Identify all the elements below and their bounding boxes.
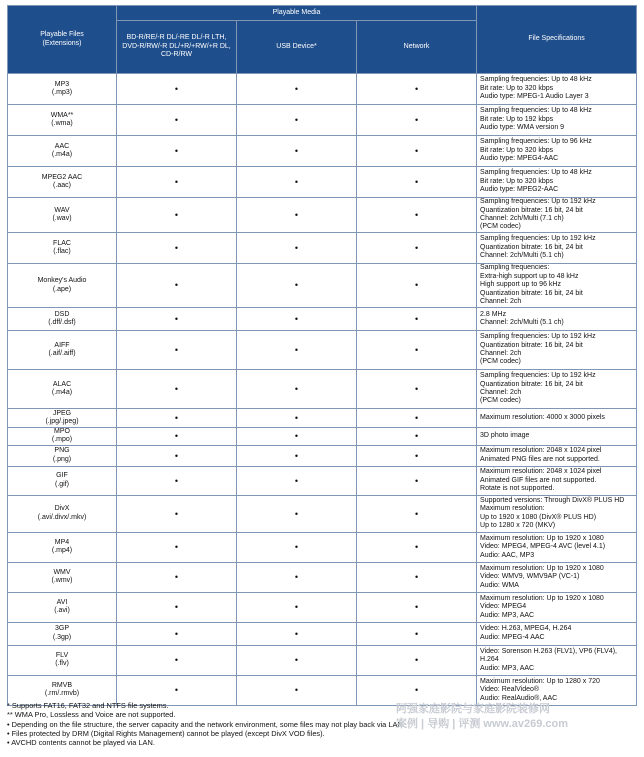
footnote: • AVCHD contents cannot be played via LAN. xyxy=(7,738,155,748)
usb-support-mark: • xyxy=(237,331,357,370)
file-type-cell: JPEG (.jpg/.jpeg) xyxy=(8,409,117,428)
file-spec-cell: Maximum resolution: 2048 x 1024 pixel Animated GIF files are not supported. Rotate is not supported. xyxy=(477,466,637,495)
file-spec-cell: Sampling frequencies: Up to 48 kHz Bit rate: Up to 320 kbps Audio type: MPEG-1 Audio Layer 3 xyxy=(477,74,637,105)
network-support-mark: • xyxy=(357,675,477,705)
network-support-mark: • xyxy=(357,370,477,409)
file-type-cell: DivX (.avi/.divx/.mkv) xyxy=(8,495,117,532)
disc-support-mark: • xyxy=(117,331,237,370)
file-type-cell: AAC (.m4a) xyxy=(8,136,117,167)
file-type-cell: AIFF (.aif/.aiff) xyxy=(8,331,117,370)
usb-support-mark: • xyxy=(237,264,357,308)
usb-support-mark: • xyxy=(237,445,357,466)
disc-support-mark: • xyxy=(117,105,237,136)
file-type-cell: AVI (.avi) xyxy=(8,592,117,622)
file-type-cell: MP4 (.mp4) xyxy=(8,532,117,562)
table-row xyxy=(8,136,637,167)
usb-support-mark: • xyxy=(237,428,357,446)
disc-support-mark: • xyxy=(117,466,237,495)
network-support-mark: • xyxy=(357,198,477,233)
table-row xyxy=(8,622,637,645)
footnote: • Files protected by DRM (Digital Rights Management) cannot be played (except DivX VOD files). xyxy=(7,728,325,738)
usb-support-mark: • xyxy=(237,167,357,198)
table-row xyxy=(8,495,637,532)
usb-support-mark: • xyxy=(237,233,357,264)
network-support-mark: • xyxy=(357,105,477,136)
disc-support-mark: • xyxy=(117,495,237,532)
usb-support-mark: • xyxy=(237,675,357,705)
file-spec-cell: Maximum resolution: Up to 1920 x 1080 Video: MPEG4, MPEG-4 AVC (level 4.1) Audio: AAC, MP3 xyxy=(477,532,637,562)
disc-support-mark: • xyxy=(117,233,237,264)
table-row xyxy=(8,167,637,198)
table-row xyxy=(8,562,637,592)
file-type-cell: Monkey's Audio (.ape) xyxy=(8,264,117,308)
table-row xyxy=(8,308,637,331)
file-type-cell: MPEG2 AAC (.aac) xyxy=(8,167,117,198)
header-playable-files: Playable Files (Extensions) xyxy=(8,6,117,74)
table-row xyxy=(8,409,637,428)
table-row xyxy=(8,445,637,466)
file-spec-cell: 3D photo image xyxy=(477,428,637,446)
file-type-cell: MPO (.mpo) xyxy=(8,428,117,446)
file-spec-cell: Video: H.263, MPEG4, H.264 Audio: MPEG-4 AAC xyxy=(477,622,637,645)
network-support-mark: • xyxy=(357,308,477,331)
footnote: * Supports FAT16, FAT32 and NTFS file systems. xyxy=(7,701,169,710)
table-row xyxy=(8,428,637,446)
usb-support-mark: • xyxy=(237,466,357,495)
disc-support-mark: • xyxy=(117,308,237,331)
file-spec-cell: 2.8 MHz Channel: 2ch/Multi (5.1 ch) xyxy=(477,308,637,331)
header-usb-device: USB Device* xyxy=(237,21,357,74)
network-support-mark: • xyxy=(357,428,477,446)
table-row xyxy=(8,74,637,105)
table-row xyxy=(8,532,637,562)
disc-support-mark: • xyxy=(117,167,237,198)
usb-support-mark: • xyxy=(237,136,357,167)
disc-support-mark: • xyxy=(117,136,237,167)
disc-support-mark: • xyxy=(117,264,237,308)
file-spec-cell: Maximum resolution: 2048 x 1024 pixel Animated PNG files are not supported. xyxy=(477,445,637,466)
table-row xyxy=(8,331,637,370)
usb-support-mark: • xyxy=(237,74,357,105)
file-spec-cell: Supported versions: Through DivX® PLUS HD Maximum resolution: Up to 1920 x 1080 (DivX® PLUS HD) Up to 1280 x 720 (MKV) xyxy=(477,495,637,532)
file-type-cell: PNG (.png) xyxy=(8,445,117,466)
table-row xyxy=(8,466,637,495)
watermark-line-1: 阿强家庭影院与家庭影院装修网 xyxy=(396,703,550,715)
file-type-cell: FLAC (.flac) xyxy=(8,233,117,264)
disc-support-mark: • xyxy=(117,198,237,233)
table-row xyxy=(8,645,637,675)
table-row xyxy=(8,198,637,233)
file-spec-cell: Sampling frequencies: Up to 48 kHz Bit rate: Up to 192 kbps Audio type: WMA version 9 xyxy=(477,105,637,136)
footnote: • Depending on the file structure, the server capacity and the network environment, some files may not play back via LAN. xyxy=(7,719,405,729)
usb-support-mark: • xyxy=(237,198,357,233)
usb-support-mark: • xyxy=(237,308,357,331)
file-type-cell: MP3 (.mp3) xyxy=(8,74,117,105)
network-support-mark: • xyxy=(357,592,477,622)
file-type-cell: RMVB (.rm/.rmvb) xyxy=(8,675,117,705)
usb-support-mark: • xyxy=(237,105,357,136)
disc-support-mark: • xyxy=(117,74,237,105)
formats-table xyxy=(7,5,637,706)
usb-support-mark: • xyxy=(237,370,357,409)
header-disc: BD-R/RE/-R DL/-RE DL/-R LTH, DVD-R/RW/-R DL/+R/+RW/+R DL, CD-R/RW xyxy=(117,21,237,74)
file-spec-cell: Sampling frequencies: Up to 48 kHz Bit rate: Up to 320 kbps Audio type: MPEG2-AAC xyxy=(477,167,637,198)
disc-support-mark: • xyxy=(117,592,237,622)
table-row xyxy=(8,233,637,264)
network-support-mark: • xyxy=(357,331,477,370)
usb-support-mark: • xyxy=(237,622,357,645)
file-spec-cell: Sampling frequencies: Up to 192 kHz Quantization bitrate: 16 bit, 24 bit Channel: 2ch (PCM codec) xyxy=(477,331,637,370)
file-spec-cell: Sampling frequencies: Up to 192 kHz Quantization bitrate: 16 bit, 24 bit Channel: 2ch (PCM codec) xyxy=(477,370,637,409)
footnote: ** WMA Pro, Lossless and Voice are not supported. xyxy=(7,710,176,720)
disc-support-mark: • xyxy=(117,675,237,705)
header-file-specifications: File Specifications xyxy=(477,6,637,74)
network-support-mark: • xyxy=(357,136,477,167)
network-support-mark: • xyxy=(357,495,477,532)
file-type-cell: DSD (.dff/.dsf) xyxy=(8,308,117,331)
disc-support-mark: • xyxy=(117,409,237,428)
disc-support-mark: • xyxy=(117,445,237,466)
file-type-cell: GIF (.gif) xyxy=(8,466,117,495)
usb-support-mark: • xyxy=(237,645,357,675)
header-playable-media: Playable Media xyxy=(117,6,477,21)
file-type-cell: WAV (.wav) xyxy=(8,198,117,233)
table-body xyxy=(8,74,637,706)
disc-support-mark: • xyxy=(117,645,237,675)
network-support-mark: • xyxy=(357,622,477,645)
network-support-mark: • xyxy=(357,645,477,675)
file-spec-cell: Sampling frequencies: Up to 192 kHz Quantization bitrate: 16 bit, 24 bit Channel: 2ch/Multi (7.1 ch) (PCM codec) xyxy=(477,198,637,233)
file-type-cell: WMV (.wmv) xyxy=(8,562,117,592)
usb-support-mark: • xyxy=(237,562,357,592)
disc-support-mark: • xyxy=(117,562,237,592)
disc-support-mark: • xyxy=(117,428,237,446)
file-spec-cell: Video: Sorenson H.263 (FLV1), VP6 (FLV4), H.264 Audio: MP3, AAC xyxy=(477,645,637,675)
header-network: Network xyxy=(357,21,477,74)
table-row xyxy=(8,370,637,409)
file-spec-cell: Sampling frequencies: Up to 96 kHz Bit rate: Up to 320 kbps Audio type: MPEG4-AAC xyxy=(477,136,637,167)
network-support-mark: • xyxy=(357,466,477,495)
table-row xyxy=(8,105,637,136)
file-type-cell: FLV (.flv) xyxy=(8,645,117,675)
file-type-cell: WMA** (.wma) xyxy=(8,105,117,136)
disc-support-mark: • xyxy=(117,370,237,409)
network-support-mark: • xyxy=(357,167,477,198)
file-type-cell: 3GP (.3gp) xyxy=(8,622,117,645)
table-row xyxy=(8,592,637,622)
network-support-mark: • xyxy=(357,445,477,466)
file-type-cell: ALAC (.m4a) xyxy=(8,370,117,409)
file-spec-cell: Maximum resolution: Up to 1280 x 720 Video: RealVideo® Audio: RealAudio®, AAC xyxy=(477,675,637,705)
usb-support-mark: • xyxy=(237,592,357,622)
disc-support-mark: • xyxy=(117,622,237,645)
file-spec-cell: Sampling frequencies: Extra-high support up to 48 kHz High support up to 96 kHz Quantization bitrate: 16 bit, 24 bit Channel: 2ch xyxy=(477,264,637,308)
table-row xyxy=(8,264,637,308)
network-support-mark: • xyxy=(357,532,477,562)
network-support-mark: • xyxy=(357,264,477,308)
network-support-mark: • xyxy=(357,409,477,428)
watermark xyxy=(396,702,640,732)
file-spec-cell: Maximum resolution: Up to 1920 x 1080 Video: MPEG4 Audio: MP3, AAC xyxy=(477,592,637,622)
network-support-mark: • xyxy=(357,562,477,592)
watermark-line-2: 案例 | 导购 | 评测 www.av269.com xyxy=(396,718,569,730)
usb-support-mark: • xyxy=(237,532,357,562)
network-support-mark: • xyxy=(357,74,477,105)
usb-support-mark: • xyxy=(237,495,357,532)
file-spec-cell: Maximum resolution: 4000 x 3000 pixels xyxy=(477,409,637,428)
file-spec-cell: Sampling frequencies: Up to 192 kHz Quantization bitrate: 16 bit, 24 bit Channel: 2ch/Multi (5.1 ch) xyxy=(477,233,637,264)
usb-support-mark: • xyxy=(237,409,357,428)
file-spec-cell: Maximum resolution: Up to 1920 x 1080 Video: WMV9, WMV9AP (VC-1) Audio: WMA xyxy=(477,562,637,592)
network-support-mark: • xyxy=(357,233,477,264)
disc-support-mark: • xyxy=(117,532,237,562)
